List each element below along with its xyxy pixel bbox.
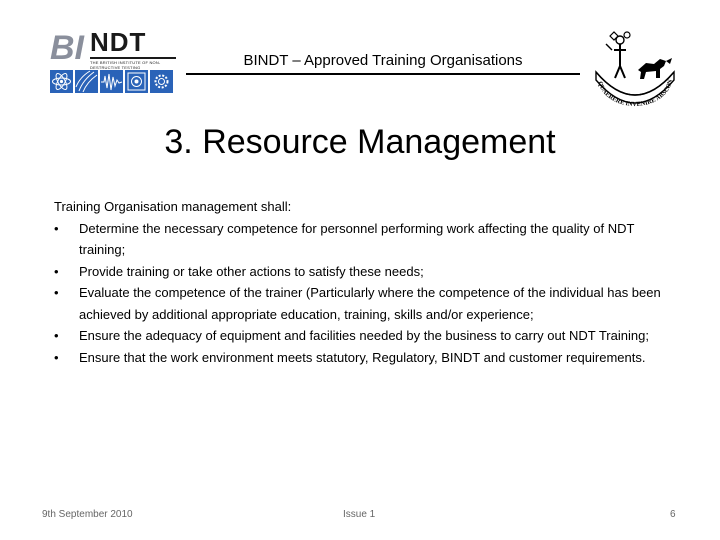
crest-motto: INVENIRE ABSCON: [624, 78, 675, 109]
list-item: [54, 282, 674, 325]
bullet-text: Ensure that the work environment meets statutory, Regulatory, BINDT and customer requirements.: [79, 349, 646, 365]
bullet-glyph: •: [54, 349, 59, 365]
crest-motto-prefix: QUAERERE: [596, 80, 626, 107]
bullet-glyph: •: [54, 285, 59, 300]
list-item: [54, 325, 674, 347]
magnetic-field-icon: [75, 70, 98, 93]
logo-divider: [90, 57, 176, 59]
bullet-text: Determine the necessary competence for personnel performing work affecting the quality of NDT training;: [79, 220, 635, 257]
wave-signal-icon: [100, 70, 123, 93]
bullet-glyph: •: [54, 263, 59, 279]
footer-issue: Issue 1: [343, 509, 376, 520]
bullet-glyph: •: [54, 220, 59, 236]
bullet-text: Evaluate the competence of the trainer (Particularly where the competence of the individual has been achieved by additional appropriate education, training, skills and/or experience;: [79, 285, 661, 322]
bullet-text: Ensure the adequacy of equipment and facilities needed by the business to carry out NDT Training;: [79, 328, 649, 343]
bindt-logo: [50, 28, 178, 96]
crest-logo: [590, 26, 680, 112]
intro-text: Training Organisation management shall:: [54, 199, 292, 214]
list-item: [54, 218, 674, 261]
gear-icon: [150, 70, 173, 93]
bullet-list: [54, 218, 674, 369]
bullet-text: Provide training or take other actions to satisfy these needs;: [79, 263, 424, 279]
list-item: [54, 261, 674, 283]
slide-title: 3. Resource Management: [164, 123, 556, 161]
logo-subtitle: THE BRITISH INSTITUTE OF NON-DESTRUCTIVE TESTING: [90, 60, 161, 70]
atom-icon: [50, 70, 73, 93]
radiograph-icon: [125, 70, 148, 93]
footer-date: 9th September 2010: [42, 509, 133, 520]
header-title: BINDT – Approved Training Organisations: [243, 52, 523, 69]
page-number: 6: [670, 509, 676, 520]
list-item: [54, 347, 674, 369]
bullet-glyph: •: [54, 328, 59, 343]
logo-tiles: [50, 70, 173, 93]
header-rule: [186, 73, 580, 75]
logo-bi-text: BI: [50, 29, 84, 67]
logo-ndt-text: NDT: [90, 27, 147, 57]
slide-content: [54, 196, 674, 368]
